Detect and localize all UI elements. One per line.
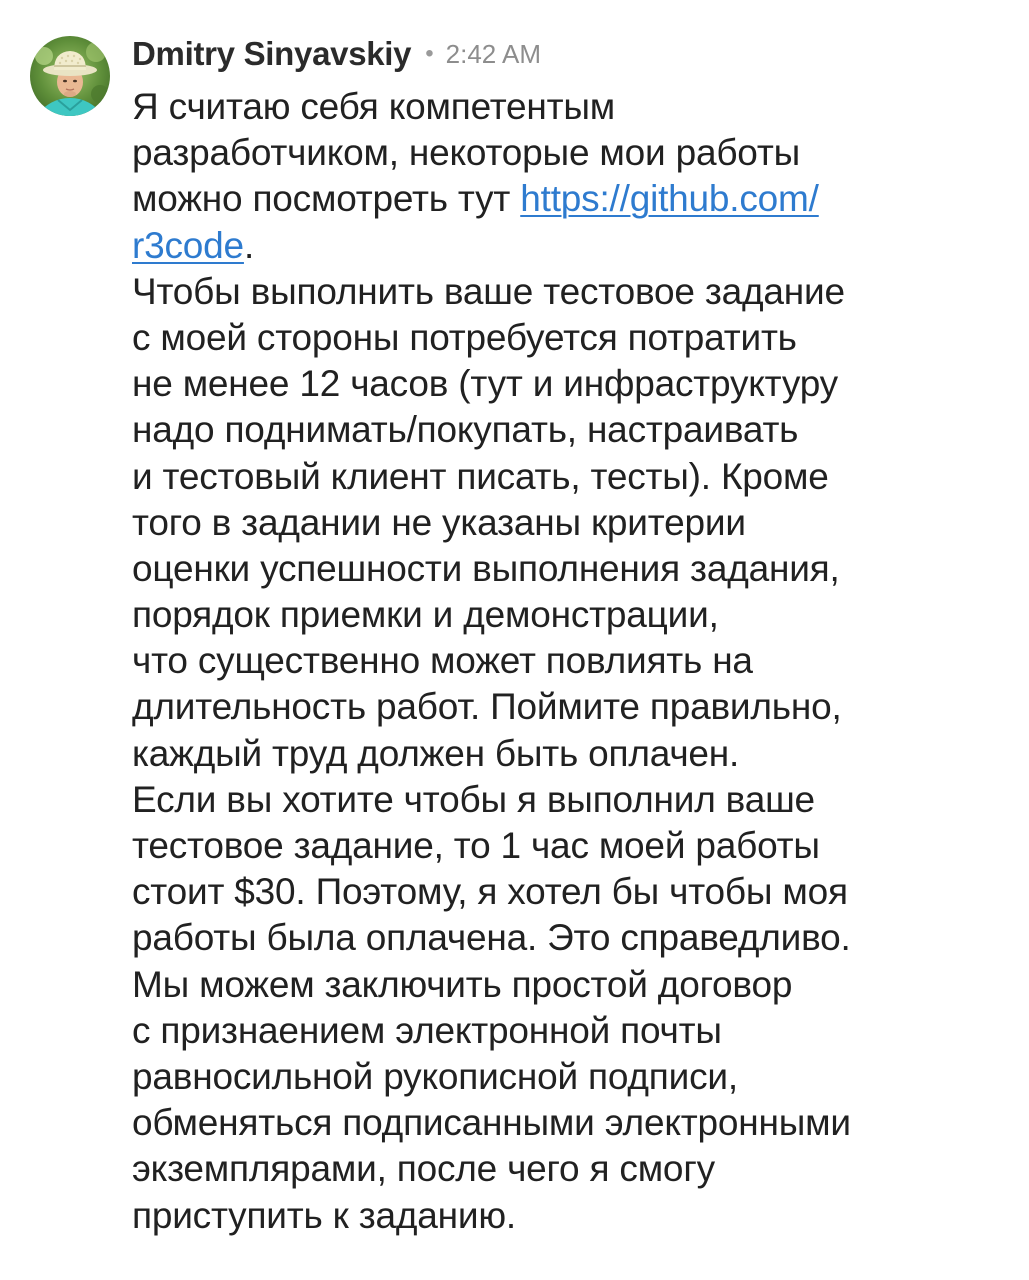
line-text: работы была оплачена. Это справедливо.	[132, 917, 851, 959]
message-line	[132, 84, 1012, 130]
message-line	[132, 500, 1012, 546]
message-line	[132, 407, 1012, 453]
message-line	[132, 1100, 1012, 1146]
line-text: оценки успешности выполнения задания,	[132, 547, 840, 589]
message-line	[132, 592, 1012, 638]
github-link[interactable]: https://github.com/	[520, 178, 819, 220]
line-text: и тестовый клиент писать, тесты). Кроме	[132, 455, 829, 497]
message-line	[132, 1008, 1012, 1054]
line-text: стоит $30. Поэтому, я хотел бы чтобы моя	[132, 871, 848, 913]
message-line	[132, 223, 1012, 269]
header-separator: •	[425, 40, 434, 67]
line-text: .	[243, 224, 255, 266]
message-line	[132, 731, 1012, 777]
message-line	[132, 269, 1012, 315]
line-text: порядок приемки и демонстрации,	[132, 594, 719, 636]
avatar-image	[30, 36, 110, 116]
message-timestamp: 2:42 AM	[445, 38, 542, 69]
message-line	[132, 546, 1012, 592]
line-text: обменяться подписанными электронными	[132, 1102, 851, 1144]
author-name[interactable]: Dmitry Sinyavskiy	[132, 35, 412, 72]
message-line	[132, 454, 1012, 500]
line-text: Если вы хотите чтобы я выполнил ваше	[132, 778, 815, 820]
line-text: что существенно может повлиять на	[132, 640, 753, 682]
line-text: экземплярами, после чего я смогу	[132, 1148, 715, 1190]
line-text: тестовое задание, то 1 час моей работы	[132, 825, 820, 866]
github-link-continued[interactable]: r3code	[132, 224, 244, 266]
line-text: Мы можем заключить простой договор	[132, 963, 793, 1005]
line-text: с признаением электронной почты	[132, 1009, 722, 1051]
message-line	[132, 130, 1012, 176]
message-body	[132, 84, 1012, 1239]
message-line	[132, 684, 1012, 730]
message-line	[132, 638, 1012, 684]
line-text: длительность работ. Поймите правильно,	[132, 686, 842, 728]
message-line	[132, 1054, 1012, 1100]
message-line	[132, 915, 1012, 961]
message-line	[132, 777, 1012, 823]
line-text: равносильной рукописной подписи,	[132, 1055, 738, 1097]
line-text: с моей стороны потребуется потратить	[132, 316, 797, 358]
line-text: разработчиком, некоторые мои работы	[132, 132, 801, 174]
message-line	[132, 962, 1012, 1008]
message-line	[132, 361, 1012, 407]
message-line	[132, 176, 1012, 222]
message-line	[132, 1193, 1012, 1239]
line-text: надо поднимать/покупать, настраивать	[132, 409, 799, 451]
message-line	[132, 869, 1012, 915]
user-avatar-icon[interactable]	[30, 36, 110, 116]
line-text: не менее 12 часов (тут и инфраструктуру	[132, 363, 838, 405]
message-line	[132, 1146, 1012, 1192]
line-text: можно посмотреть тут	[132, 178, 521, 220]
message-line	[132, 823, 1012, 869]
message-header	[132, 30, 541, 78]
message-line	[132, 315, 1012, 361]
line-text: приступить к заданию.	[132, 1194, 516, 1236]
line-text: Чтобы выполнить ваше тестовое задание	[132, 270, 845, 312]
line-text: каждый труд должен быть оплачен.	[132, 732, 740, 774]
line-text: того в задании не указаны критерии	[132, 501, 746, 543]
line-text: Я считаю себя компетентым	[132, 86, 616, 127]
